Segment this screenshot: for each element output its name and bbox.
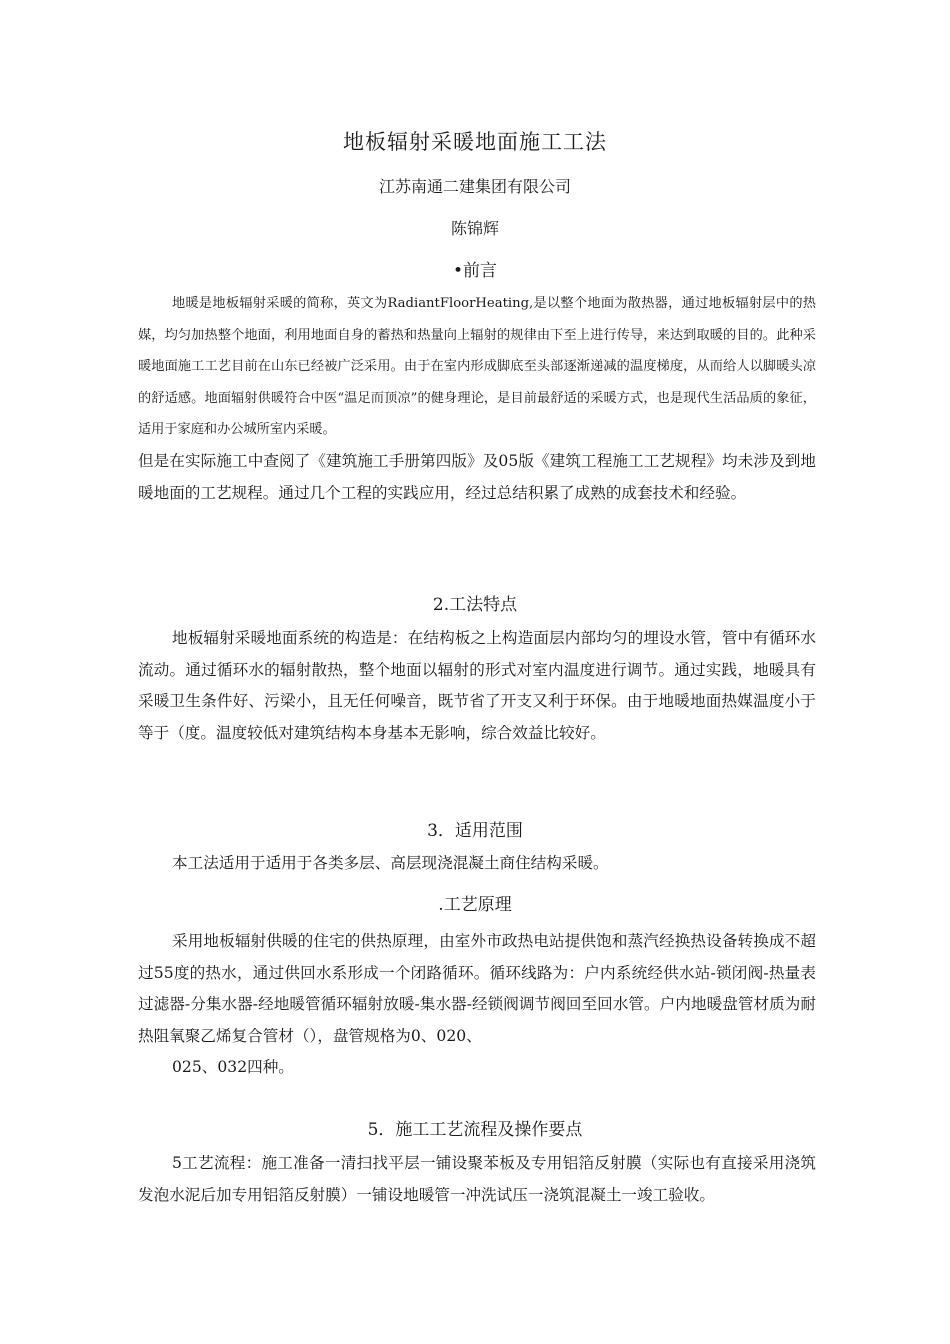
principle-paragraph-body: 采用地板辐射供暖的住宅的供热原理，由室外市政热电站提供饱和蒸汽经换热设备转换成不超过55度的热水，通过供回水系形成一个闭路循环。循环线路为：户内系统经供水站-锁闭阀-热量表过滤器-分集水器-经地暖管循环辐射放暖-集水器-经锁阀调节阀回至回水管。户内地暖盘管材质为耐热阻氧聚乙烯复合管材（），盘管规格为0、020、: [138, 932, 816, 1045]
preface-paragraph-part1: 地暖是地板辐射采暖的简称，英文为RadiantFloorHeating,是以整个地面为散热器，通过地板辐射层中的热媒，均匀加热整个地面，利用地面自身的蓄热和热量向上辐射的规律由下至上进行传导，来达到取暖的目的。此种采暖地面施工工艺目前在山东已经被广泛采用。由于在室内形成脚底至头部逐渐递减的温度梯度，从而给人以脚暖头凉的舒适感。地面辐射供暖符合中医“温足而顶凉”的健身理论，是目前最舒适的采暖方式，也是现代生活品质的象征，适用于家庭和办公城所室内采暖。: [138, 296, 816, 437]
company-name: 江苏南通二建集团有限公司: [378, 177, 571, 196]
preface-paragraph-part2: 但是在实际施工中查阅了《建筑施工手册第四版》及05版《建筑工程施工工艺规程》均未涉及到地暖地面的工艺规程。通过几个工程的实践应用，经过总结积累了成熟的成套技术和经验。: [138, 452, 816, 502]
principle-paragraph: [138, 926, 816, 1084]
author-name: 陈锦辉: [450, 219, 499, 238]
heading-features: 2.工法特点: [432, 595, 518, 615]
heading-principle: .工艺原理: [438, 895, 512, 915]
heading-preface: •前言: [452, 261, 498, 281]
heading-process: 5．施工工艺流程及操作要点: [367, 1120, 583, 1140]
process-paragraph: 5工艺流程：施工准备一清扫找平层一铺设聚苯板及专用铝箔反射膜（实际也有直接采用浇筑发泡水泥后加专用铝箔反射膜）一铺设地暖管一冲洗试压一浇筑混凝土一竣工验收。: [138, 1154, 816, 1204]
heading-scope: 3．适用范围: [427, 821, 523, 841]
principle-paragraph-tail: 025、032四种。: [172, 1058, 294, 1076]
document-title: 地板辐射采暖地面施工工法: [343, 130, 607, 154]
scope-paragraph: 本工法适用于适用于各类多层、高层现浇混凝土商住结构采暖。: [172, 854, 609, 872]
features-paragraph: 地板辐射采暖地面系统的构造是：在结构板之上构造面层内部均匀的埋设水管，管中有循环水流动。通过循环水的辐射散热，整个地面以辐射的形式对室内温度进行调节。通过实践，地暖具有采暖卫生条件好、污梁小，且无任何噪音，既节省了开支又利于环保。由于地暖地面热媒温度小于等于（度。温度较低对建筑结构本身基本无影响，综合效益比较好。: [138, 629, 816, 742]
